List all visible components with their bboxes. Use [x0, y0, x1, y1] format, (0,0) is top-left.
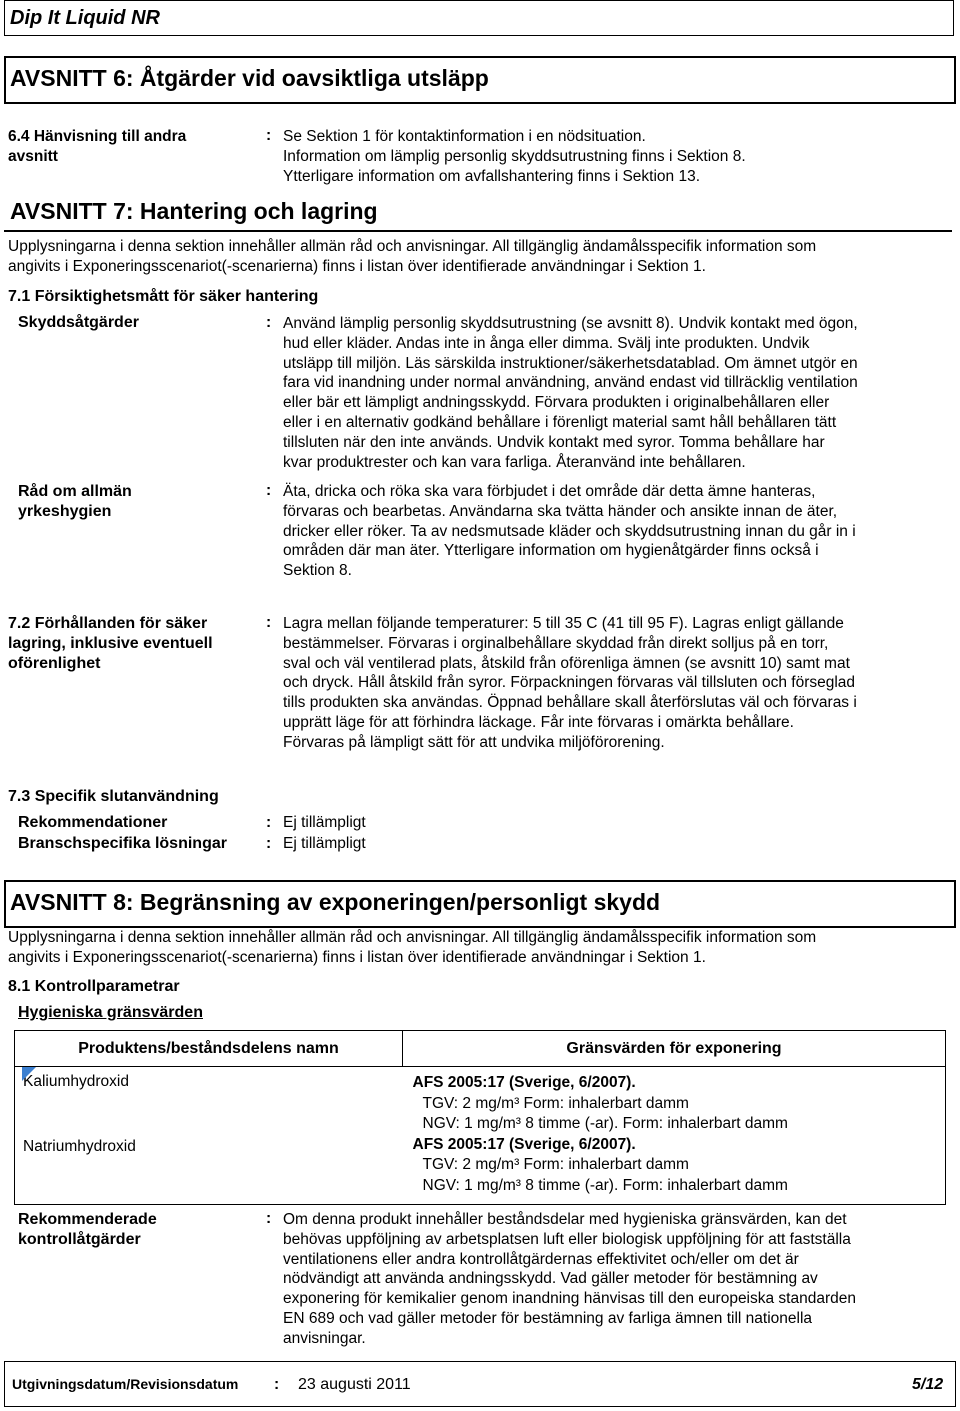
section-7-2-label: 7.2 Förhållanden för säker lagring, inklusive eventuell oförenlighet [8, 615, 213, 672]
section-7-2-text: Lagra mellan följande temperaturer: 5 till 35 C (41 till 95 F). Lagras enligt gällande bestämmelser. Förvaras i orginalbehållare skyddad från direkt solljus på en torr, sval och väl ventilerad plats, åtskild från oförenliga ämnen (se avsnitt 10) samt mat och dryck. Håll åtskild från syror. Förpackningen förvaras väl tillsluten och förseglad tills produkten ska användas. Öppnad behållare skall återförslutas väl och förvaras i upprätt läge för att förhindra läckage. Får inte förvaras i omärkta behållare. Förvaras på lämpligt sätt för att undvika miljöförorening. [283, 615, 857, 751]
protective-measures-text: Använd lämplig personlig skyddsutrustning (se avsnitt 8). Undvik kontakt med ögon, hud eller kläder. Andas inte in ånga eller dimma. Svälj inte produkten. Undvik utsläpp till miljön. Läs särskilda instruktioner/säkerhetsdatablad. Om ämnet utgör en fara vid inandning under normal användning, använd endast vid tillräcklig ventilation eller bär ett lämpligt andningsskydd. Förvara produkten i originalbehållaren eller eller i en alternativ godkänd behållare i förenligt material samt håll behållaren tätt tillsluten när den inte används. Undvik kontakt med syror. Tomma behållare har kvar produktrester och kan vara farliga. Återanvänd inte behållaren. [283, 315, 858, 471]
section-8-1-title: 8.1 Kontrollparametrar [8, 978, 180, 995]
controls-text: Om denna produkt innehåller beståndsdelar med hygieniska gränsvärden, kan det behövas uppföljning av arbetsplatsen luft eller biologisk uppföljning för att fastställa ventilationens eller andra kontrollåtgärdernas effektivitet och/eller om det är nödvändigt att använda andningsskydd. Vad gäller metoder för bestämning av exponering för kemikalier genom inandning hänvisas till den europeiska standarden EN 689 och vad gäller metoder för bestämning av farliga ämnen till nationella anvisningar. [283, 1211, 856, 1347]
colon: : [274, 1376, 280, 1393]
industry-solutions-label: Branschspecifika lösningar [18, 835, 227, 852]
section-6-4-label: 6.4 Hänvisning till andra avsnitt [8, 128, 187, 165]
hygiene-advice-text: Äta, dricka och röka ska vara förbjudet i det område där detta ämne hanteras, förvaras och bearbetas. Användarna ska tvätta händer och ansikte innan de äter, dricker eller röker. Ta av nedsmutsade kläder och skyddsutrustning innan du går in i områden där man äter. Ytterligare information om hygienåtgärder finns också i Sektion 8. [283, 483, 856, 580]
substance-name: Kaliumhydroxid [15, 1067, 403, 1135]
section-6-4-text: Se Sektion 1 för kontaktinformation i en nödsituation. Information om lämplig personlig skyddsutrustning finns i Sektion 8. Ytterligare information om avfallshantering finns i Sektion 13. [283, 128, 746, 185]
colon: : [266, 614, 272, 631]
section-8-title: AVSNITT 8: Begränsning av exponeringen/personligt skydd [10, 889, 661, 915]
substance-limits: AFS 2005:17 (Sverige, 6/2007). TGV: 2 mg/m³ Form: inhalerbart damm NGV: 1 mg/m³ 8 timme (-ar). Form: inhalerbart damm [403, 1067, 946, 1135]
recommendations-value: Ej tillämpligt [283, 814, 366, 831]
table-header-name: Produktens/beståndsdelens namn [15, 1031, 403, 1067]
section-7-1-title: 7.1 Försiktighetsmått för säker hantering [8, 288, 319, 305]
substance-name: Natriumhydroxid [15, 1135, 403, 1205]
recommendations-label: Rekommendationer [18, 814, 168, 831]
section-7-title: AVSNITT 7: Hantering och lagring [10, 198, 378, 224]
page-number: 5/12 [912, 1376, 944, 1393]
table-header-row [15, 1031, 946, 1067]
colon: : [266, 482, 272, 499]
colon: : [266, 314, 272, 331]
flag-marker-icon [22, 1067, 36, 1081]
colon: : [266, 127, 272, 144]
table-row [15, 1067, 946, 1135]
controls-label: Rekommenderade kontrollåtgärder [18, 1211, 157, 1248]
table-row [15, 1135, 946, 1205]
substance-limits: AFS 2005:17 (Sverige, 6/2007). TGV: 2 mg/m³ Form: inhalerbart damm NGV: 1 mg/m³ 8 timme (-ar). Form: inhalerbart damm [403, 1135, 946, 1205]
section-6-title: AVSNITT 6: Åtgärder vid oavsiktliga utsläpp [10, 65, 489, 91]
exposure-limits-table [14, 1030, 946, 1205]
product-name: Dip It Liquid NR [10, 7, 160, 29]
hygiene-advice-label: Råd om allmän yrkeshygien [18, 483, 132, 520]
table-header-limits: Gränsvärden för exponering [403, 1031, 946, 1067]
protective-measures-label: Skyddsåtgärder [18, 314, 139, 331]
colon: : [266, 814, 272, 831]
issue-date-value: 23 augusti 2011 [298, 1376, 411, 1393]
issue-date-label: Utgivningsdatum/Revisionsdatum [12, 1376, 239, 1392]
colon: : [266, 1210, 272, 1227]
colon: : [266, 835, 272, 852]
hygiene-limits-title: Hygieniska gränsvärden [18, 1004, 203, 1021]
section-7-intro: Upplysningarna i denna sektion innehåller allmän råd och anvisningar. All tillgänglig ändamålsspecifik information som angivits i Exponeringsscenariot(-scenarierna) finns i listan över identifierade användningar i Sektion 1. [8, 238, 817, 275]
section-8-intro: Upplysningarna i denna sektion innehåller allmän råd och anvisningar. All tillgänglig ändamålsspecifik information som angivits i Exponeringsscenariot(-scenarierna) finns i listan över identifierade användningar i Sektion 1. [8, 929, 817, 966]
industry-solutions-value: Ej tillämpligt [283, 835, 366, 852]
section-7-3-title: 7.3 Specifik slutanvändning [8, 788, 219, 805]
